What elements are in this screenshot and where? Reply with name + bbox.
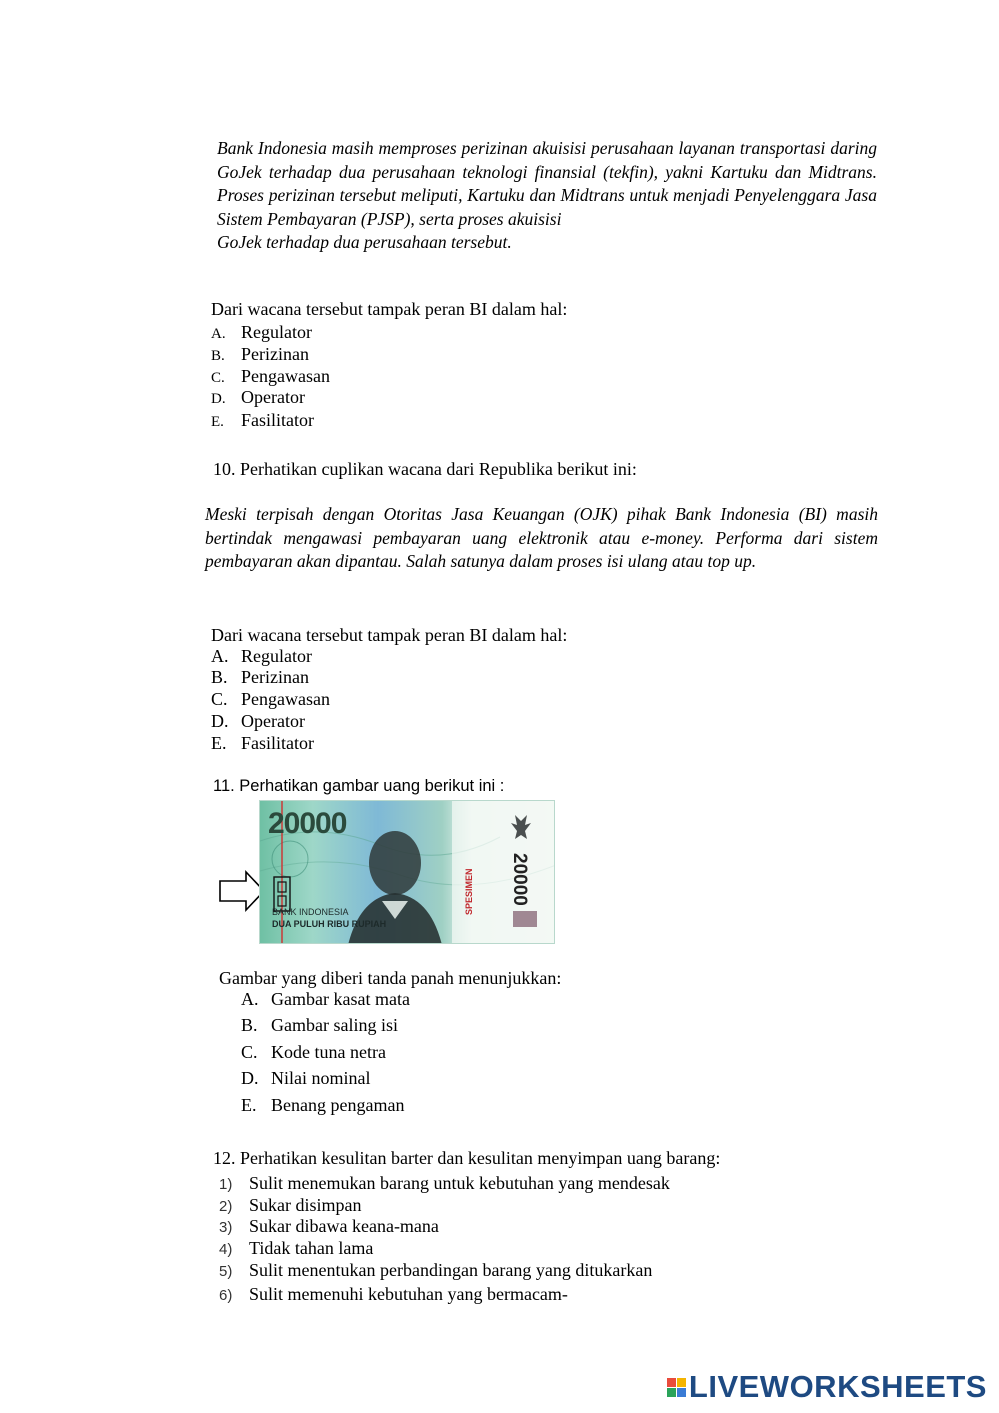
q10-title: 10. Perhatikan cuplikan wacana dari Republika berikut ini: [213, 459, 637, 479]
banknote-words: DUA PULUH RIBU RUPIAH [272, 919, 387, 929]
q9-option-d[interactable]: D. Operator [211, 387, 305, 407]
q10-option-b[interactable]: B. Perizinan [211, 667, 309, 687]
q12-item: 5) Sulit menentukan perbandingan barang yang ditukarkan [219, 1260, 653, 1280]
q11-option-b[interactable]: B. Gambar saling isi [241, 1015, 398, 1035]
q11-prompt: Gambar yang diberi tanda panah menunjukkan: [219, 968, 562, 988]
q9-option-a[interactable]: A. Regulator [211, 322, 312, 342]
banknote-denomination: 20000 [268, 807, 347, 840]
q10-option-d[interactable]: D. Operator [211, 711, 305, 731]
q10-prompt: Dari wacana tersebut tampak peran BI dalam hal: [211, 625, 568, 645]
liveworksheets-logo: LIVEWORKSHEETS [667, 1369, 987, 1405]
q12-item: 1) Sulit menemukan barang untuk kebutuhan yang mendesak [219, 1173, 670, 1193]
q9-option-c[interactable]: C. Pengawasan [211, 366, 330, 386]
q11-option-d[interactable]: D. Nilai nominal [241, 1068, 371, 1088]
q9-option-b[interactable]: B. Perizinan [211, 344, 309, 364]
banknote-specimen: SPESIMEN [464, 868, 474, 915]
q12-item: 2) Sukar disimpan [219, 1195, 362, 1215]
logo-badge-icon [667, 1378, 686, 1397]
q10-passage: Meski terpisah dengan Otoritas Jasa Keuangan (OJK) pihak Bank Indonesia (BI) masih bertindak mengawasi pembayaran uang elektronik atau e-money. Performa dari sistem pembayaran akan dipantau. Salah satunya dalam proses isi ulang atau top up. [205, 504, 878, 571]
q11-option-a[interactable]: A. Gambar kasat mata [241, 989, 410, 1009]
q12-item: 6) Sulit memenuhi kebutuhan yang bermacam- [219, 1284, 568, 1304]
q10-option-e[interactable]: E. Fasilitator [211, 733, 314, 753]
banknote-image [259, 800, 555, 944]
q10-option-c[interactable]: C. Pengawasan [211, 689, 330, 709]
q12-title: 12. Perhatikan kesulitan barter dan kesulitan menyimpan uang barang: [213, 1148, 721, 1168]
q11-option-c[interactable]: C. Kode tuna netra [241, 1042, 386, 1062]
q11-title: 11. Perhatikan gambar uang berikut ini : [213, 777, 505, 795]
q9-option-e[interactable]: E. Fasilitator [211, 410, 314, 430]
q9-prompt: Dari wacana tersebut tampak peran BI dalam hal: [211, 299, 568, 319]
q12-item: 3) Sukar dibawa keana-mana [219, 1216, 439, 1236]
q10-option-a[interactable]: A. Regulator [211, 646, 312, 666]
q11-option-e[interactable]: E. Benang pengaman [241, 1095, 405, 1115]
q9-passage: Bank Indonesia masih memproses perizinan akuisisi perusahaan layanan transportasi daring GoJek terhadap dua perusahaan teknologi finansial (tekfin), yakni Kartuku dan Midtrans. Proses perizinan tersebut meliputi, Kartuku dan Midtrans untuk menjadi Penyelenggara Jasa Sistem Pembayaran (PJSP), serta proses akuisisi GoJek terhadap dua perusahaan tersebut. [217, 138, 877, 252]
q12-item: 4) Tidak tahan lama [219, 1238, 374, 1258]
banknote-issuer: BANK INDONESIA [272, 907, 349, 917]
banknote-denomination-vertical: 20000 [509, 853, 530, 906]
